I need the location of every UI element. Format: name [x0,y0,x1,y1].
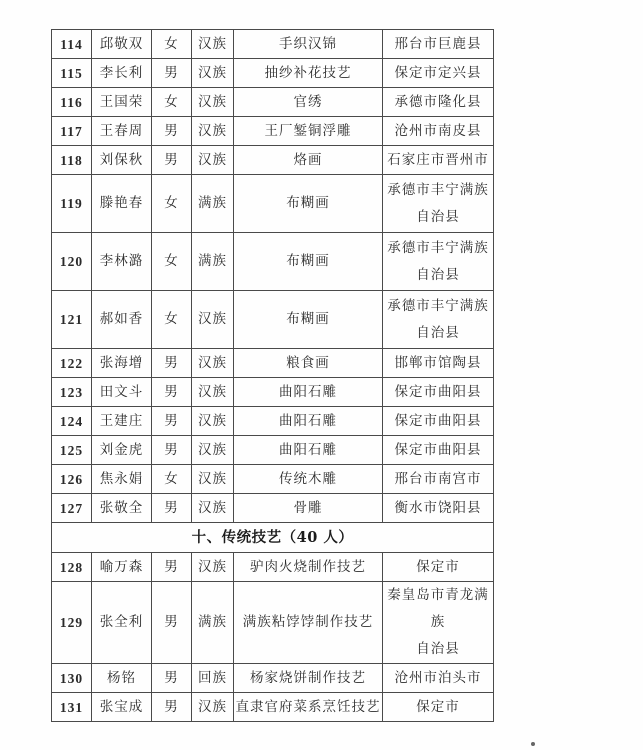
name-cell: 王国荣 [92,88,152,117]
region-line: 保定市曲阳县 [394,412,482,429]
region-cell [383,175,494,233]
row-number: 131 [52,693,92,722]
project-cell: 王厂錾铜浮雕 [234,117,383,146]
table-row [52,378,494,407]
name-cell: 刘保秋 [92,146,152,175]
region-line: 邢台市巨鹿县 [394,35,482,52]
region-line: 自治县 [416,208,460,225]
gender-cell: 女 [152,291,192,349]
region-cell [383,436,494,465]
project-cell: 布糊画 [234,233,383,291]
region-line: 承德市丰宁满族 [387,181,489,198]
gender-cell: 男 [152,664,192,693]
name-cell: 田文斗 [92,378,152,407]
row-number: 129 [52,582,92,664]
project-cell: 手织汉锦 [234,30,383,59]
name-cell: 刘金虎 [92,436,152,465]
gender-cell: 男 [152,693,192,722]
region-cell [383,582,494,664]
table-row [52,664,494,693]
region-line: 保定市 [416,558,460,575]
region-line: 自治县 [416,324,460,341]
row-number: 114 [52,30,92,59]
name-cell: 张全利 [92,582,152,664]
row-number: 126 [52,465,92,494]
region-cell [383,291,494,349]
project-cell: 曲阳石雕 [234,436,383,465]
region-line: 衡水市饶阳县 [394,499,482,516]
section-heading: 十、传统技艺（40 人） [52,523,494,553]
table-body-before [52,30,494,523]
section-heading-row [52,523,494,553]
ethnicity-cell: 汉族 [192,349,234,378]
gender-cell: 男 [152,59,192,88]
gender-cell: 男 [152,494,192,523]
gender-cell: 男 [152,349,192,378]
ethnicity-cell: 汉族 [192,146,234,175]
region-cell [383,664,494,693]
region-line: 承德市丰宁满族 [387,239,489,256]
ethnicity-cell: 汉族 [192,465,234,494]
table-body-after [52,553,494,722]
page-mark [531,742,535,746]
gender-cell: 男 [152,146,192,175]
row-number: 116 [52,88,92,117]
region-cell [383,88,494,117]
name-cell: 张宝成 [92,693,152,722]
table-row [52,349,494,378]
project-cell: 满族粘饽饽制作技艺 [234,582,383,664]
region-line: 自治县 [416,266,460,283]
region-line: 保定市曲阳县 [394,383,482,400]
region-line: 保定市曲阳县 [394,441,482,458]
region-line: 保定市定兴县 [394,64,482,81]
ethnicity-cell: 汉族 [192,436,234,465]
region-cell [383,349,494,378]
project-cell: 骨雕 [234,494,383,523]
project-cell: 官绣 [234,88,383,117]
region-line: 邢台市南宫市 [394,470,482,487]
name-cell: 李林潞 [92,233,152,291]
ethnicity-cell: 汉族 [192,693,234,722]
name-cell: 滕艳春 [92,175,152,233]
ethnicity-cell: 汉族 [192,117,234,146]
gender-cell: 女 [152,30,192,59]
gender-cell: 男 [152,436,192,465]
region-line: 沧州市南皮县 [394,122,482,139]
region-line: 沧州市泊头市 [394,669,482,686]
name-cell: 郝如香 [92,291,152,349]
gender-cell: 男 [152,553,192,582]
name-cell: 焦永娟 [92,465,152,494]
ethnicity-cell: 汉族 [192,291,234,349]
ethnicity-cell: 汉族 [192,494,234,523]
region-cell [383,117,494,146]
region-line: 秦皇岛市青龙满族 [387,587,489,630]
name-cell: 张海增 [92,349,152,378]
region-cell [383,59,494,88]
row-number: 121 [52,291,92,349]
project-cell: 直隶官府菜系烹饪技艺 [234,693,383,722]
ethnicity-cell: 汉族 [192,30,234,59]
table-row [52,553,494,582]
project-cell: 布糊画 [234,175,383,233]
table-row [52,494,494,523]
project-cell: 传统木雕 [234,465,383,494]
project-cell: 杨家烧饼制作技艺 [234,664,383,693]
ethnicity-cell: 回族 [192,664,234,693]
table-row [52,233,494,291]
project-cell: 曲阳石雕 [234,378,383,407]
table-row [52,30,494,59]
row-number: 125 [52,436,92,465]
ethnicity-cell: 汉族 [192,88,234,117]
region-cell [383,693,494,722]
ethnicity-cell: 满族 [192,582,234,664]
name-cell: 邱敬双 [92,30,152,59]
region-cell [383,553,494,582]
region-cell [383,30,494,59]
name-cell: 王春周 [92,117,152,146]
row-number: 128 [52,553,92,582]
project-cell: 粮食画 [234,349,383,378]
region-cell [383,233,494,291]
gender-cell: 男 [152,582,192,664]
project-cell: 驴肉火烧制作技艺 [234,553,383,582]
name-cell: 杨铭 [92,664,152,693]
gender-cell: 女 [152,175,192,233]
region-cell [383,378,494,407]
table-row [52,582,494,664]
name-cell: 李长利 [92,59,152,88]
project-cell: 抽纱补花技艺 [234,59,383,88]
row-number: 122 [52,349,92,378]
table-row [52,693,494,722]
region-line: 自治县 [416,641,460,657]
ethnicity-cell: 汉族 [192,378,234,407]
region-cell [383,465,494,494]
ethnicity-cell: 汉族 [192,59,234,88]
row-number: 123 [52,378,92,407]
gender-cell: 女 [152,233,192,291]
name-cell: 喻万森 [92,553,152,582]
region-line: 承德市隆化县 [394,93,482,110]
table-row [52,436,494,465]
region-cell [383,146,494,175]
gender-cell: 女 [152,465,192,494]
row-number: 127 [52,494,92,523]
table-row [52,59,494,88]
table-row [52,175,494,233]
gender-cell: 男 [152,378,192,407]
region-cell [383,494,494,523]
region-cell [383,407,494,436]
name-cell: 张敬全 [92,494,152,523]
row-number: 117 [52,117,92,146]
gender-cell: 女 [152,88,192,117]
table-row [52,117,494,146]
project-cell: 烙画 [234,146,383,175]
table-row [52,465,494,494]
region-line: 石家庄市晋州市 [387,151,489,168]
table-row [52,88,494,117]
region-line: 承德市丰宁满族 [387,297,489,314]
row-number: 124 [52,407,92,436]
section-row-group [52,523,494,553]
gender-cell: 男 [152,407,192,436]
table-row [52,146,494,175]
name-cell: 王建庄 [92,407,152,436]
row-number: 115 [52,59,92,88]
project-cell: 布糊画 [234,291,383,349]
region-line: 邯郸市馆陶县 [394,354,482,371]
region-line: 保定市 [416,698,460,715]
ethnicity-cell: 满族 [192,233,234,291]
ethnicity-cell: 汉族 [192,553,234,582]
ethnicity-cell: 汉族 [192,407,234,436]
inheritor-table [51,29,494,722]
row-number: 130 [52,664,92,693]
project-cell: 曲阳石雕 [234,407,383,436]
ethnicity-cell: 满族 [192,175,234,233]
row-number: 118 [52,146,92,175]
gender-cell: 男 [152,117,192,146]
table-row [52,291,494,349]
table-row [52,407,494,436]
row-number: 120 [52,233,92,291]
row-number: 119 [52,175,92,233]
